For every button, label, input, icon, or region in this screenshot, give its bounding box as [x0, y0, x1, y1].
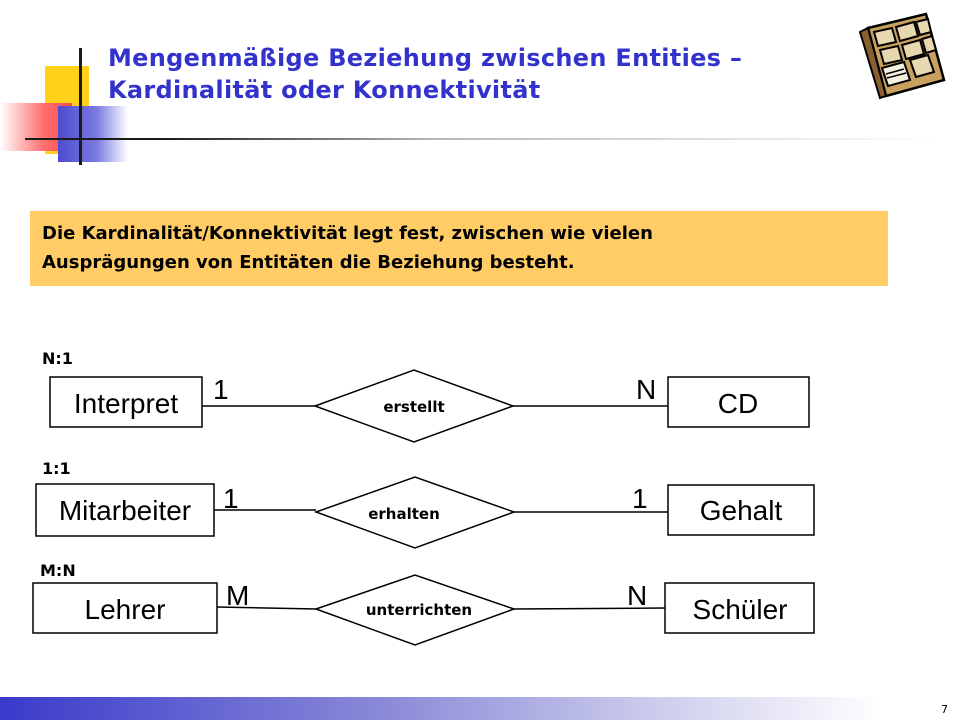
relationship-m-n	[33, 561, 814, 645]
entity-label: CD	[717, 388, 759, 419]
cardinality-type-label: 1:1	[42, 459, 71, 478]
left-cardinality: M	[226, 580, 250, 611]
entity-label: Interpret	[73, 388, 179, 419]
entity-label: Lehrer	[84, 594, 166, 625]
right-cardinality: 1	[632, 483, 648, 514]
relationship-label: unterrichten	[365, 601, 473, 619]
right-cardinality: N	[636, 374, 657, 405]
relationship-label: erhalten	[368, 505, 440, 523]
left-cardinality: 1	[213, 374, 229, 405]
footer-bar	[0, 697, 960, 720]
page-number: 7	[941, 703, 948, 716]
title-line-2: Kardinalität oder Konnektivität	[108, 76, 541, 104]
relationship-1-1	[36, 459, 814, 548]
entity-label: Mitarbeiter	[58, 495, 192, 526]
cardinality-type-label: M:N	[40, 561, 76, 580]
relationship-label: erstellt	[383, 398, 445, 416]
cardinality-type-label: N:1	[42, 349, 73, 368]
right-cardinality: N	[627, 580, 648, 611]
definition-line-1: Die Kardinalität/Konnektivität legt fest, zwischen wie vielen	[42, 223, 653, 244]
entity-label: Gehalt	[699, 495, 783, 526]
entity-label: Schüler	[692, 594, 788, 625]
title-line-1: Mengenmäßige Beziehung zwischen Entities –	[108, 44, 743, 72]
left-cardinality: 1	[223, 483, 239, 514]
relationship-n-1	[42, 349, 809, 442]
definition-line-2: Ausprägungen von Entitäten die Beziehung besteht.	[42, 252, 575, 273]
